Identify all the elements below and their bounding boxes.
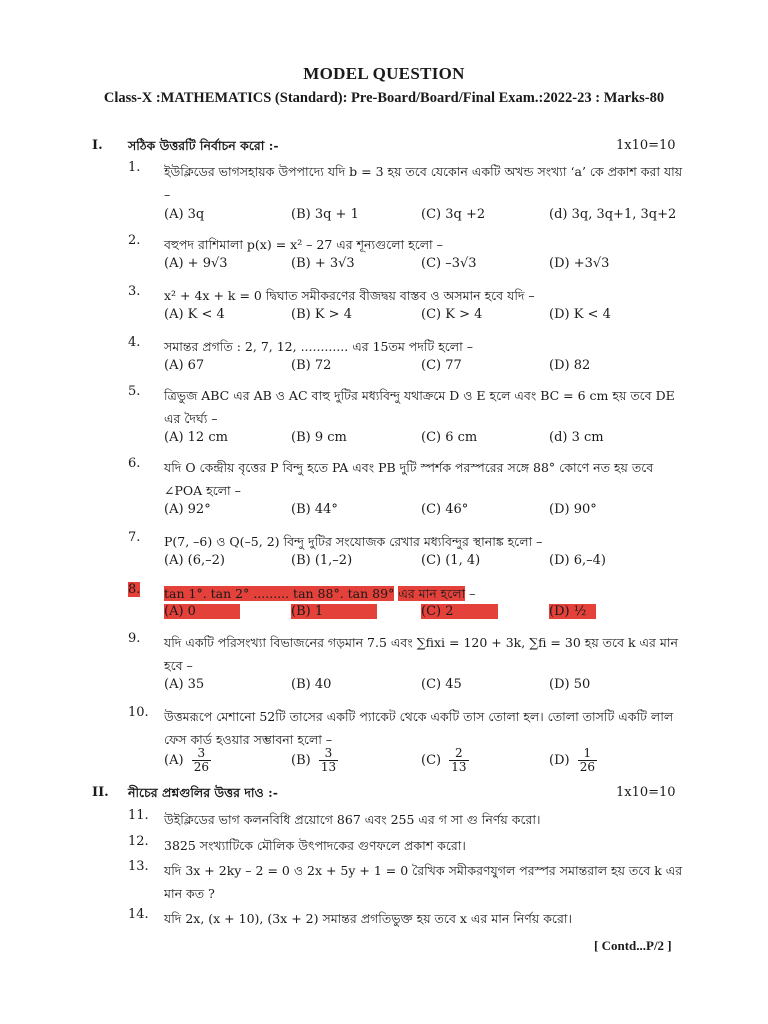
question-text: যদি 3x + 2ky – 2 = 0 ও 2x + 5y + 1 = 0 রৈখিক সমীকরণযুগল পরস্পর সমান্তরাল হয় তবে k এর মান কত ? [164,863,683,901]
option-a: (A) 92° [164,502,211,517]
option-d: (D) ½ [549,604,596,619]
question-number: 4. [128,335,141,350]
option-d: (D) 50 [549,677,591,692]
question-number: 5. [128,384,141,399]
option-a: (A) 3q [164,207,205,222]
question-number: 8. [128,582,141,597]
option-c: (C) 3q +2 [421,207,486,222]
section-1-marks: 1x10=10 [616,138,676,153]
option-d: (d) 3 cm [549,430,604,445]
question-text: উইক্লিডের ভাগ কলনবিধি প্রয়োগে 867 এবং 255 এর গ সা গু নির্ণয় করো। [164,812,541,827]
option-b: (B) 40 [291,677,332,692]
question-number: 12. [128,834,149,849]
option-d: (D) $\frac{1}{26}$ [549,746,595,774]
question-text: P(7, –6) ও Q(–5, 2) বিন্দু দুটির সংযোজক রেখার মধ্যবিন্দুর স্থানাঙ্ক হলো – [164,534,543,549]
option-b: (B) 72 [291,358,332,373]
options [164,358,694,378]
question-number: 9. [128,631,141,646]
option-a: (A) 0 [164,604,240,619]
option-c: (C) 45 [421,677,462,692]
question-number: 11. [128,808,149,823]
section-1-number: I. [92,138,103,153]
option-c: (C) 46° [421,502,469,517]
fraction: $\frac{2}{13}$ [451,746,467,774]
option-a: (A) K < 4 [164,307,225,322]
question-text: 3825 সংখ্যাটিকে মৌলিক উৎপাদকের গুণফলে প্রকাশ করো। [164,838,466,853]
option-c: (C) $\frac{2}{13}$ [421,746,467,774]
question-text: যদি একটি পরিসংখ্যা বিভাজনের গড়মান 7.5 এবং ∑fixi = 120 + 3k, ∑fi = 30 হয় তবে k এর মান হবে – [164,635,678,673]
option-c: (C) –3√3 [421,256,477,271]
option-b: (B) 1 [291,604,377,619]
question-text: ইউক্লিডের ভাগসহায়ক উপপাদ্যে যদি b = 3 হয় তবে যেকোন একটি অখন্ড সংখ্যা ‘a’ কে প্রকাশ করা যায় – [164,164,683,202]
question-number: 1. [128,160,141,175]
question-text-suffix: এর মান হলো [398,586,466,601]
option-b: (B) + 3√3 [291,256,355,271]
option-c: (C) 6 cm [421,430,478,445]
option-c: (C) K > 4 [421,307,483,322]
section-1-heading: সঠিক উত্তরটি নির্বাচন করো :- [128,138,279,153]
options [164,604,694,624]
exam-subtitle: Class-X :MATHEMATICS (Standard): Pre-Board/Board/Final Exam.:2022-23 : Marks-80 [103,90,665,106]
options [164,677,694,697]
option-a: (A) 12 cm [164,430,228,445]
options [164,502,694,522]
section-2-number: II. [92,785,109,800]
options [164,553,694,573]
question-text: সমান্তর প্রগতি : 2, 7, 12, ............ এর 15তম পদটি হলো – [164,339,473,354]
fraction: $\frac{3}{26}$ [193,746,209,774]
question-text: ত্রিভুজ ABC এর AB ও AC বাহু দুটির মধ্যবিন্দু যথাক্রমে D ও E হলে এবং BC = 6 cm হয় তবে DE এর দৈর্ঘ্য – [164,388,675,426]
question-number: 13. [128,859,149,874]
option-d: (d) 3q, 3q+1, 3q+2 [549,207,677,222]
question-text-highlighted: tan 1°. tan 2° ......... tan 88°. tan 89° [164,586,395,601]
option-d: (D) 6,–4) [549,553,606,568]
option-a: (A) + 9√3 [164,256,228,271]
option-a: (A) $\frac{3}{26}$ [164,746,209,774]
options [164,307,694,327]
question-text: x² + 4x + k = 0 দ্বিঘাত সমীকরণের বীজদ্বয় বাস্তব ও অসমান হবে যদি – [164,288,535,303]
option-a: (A) (6,–2) [164,553,225,568]
option-b: (B) (1,–2) [291,553,353,568]
option-d: (D) 90° [549,502,597,517]
question-number: 2. [128,233,141,248]
option-b: (B) 9 cm [291,430,347,445]
option-b: (B) K > 4 [291,307,352,322]
option-b: (B) 3q + 1 [291,207,359,222]
continued-marker: [ Contd...P/2 ] [594,938,672,953]
question-number: 3. [128,284,141,299]
question-number: 14. [128,907,149,922]
option-c: (C) 77 [421,358,462,373]
option-d: (D) +3√3 [549,256,610,271]
option-a: (A) 67 [164,358,205,373]
question-number: 7. [128,530,141,545]
options [164,256,694,276]
question-text: বহুপদ রাশিমালা p(x) = x² – 27 এর শূন্যগুলো হলো – [164,237,443,252]
options [164,207,694,227]
question-number: 6. [128,456,141,471]
option-d: (D) K < 4 [549,307,611,322]
question-text: যদি O কেন্দ্রীয় বৃত্তের P বিন্দু হতে PA এবং PB দুটি স্পর্শক পরস্পরের সঙ্গে 88° কোণে নত হয় তবে ∠POA হলো – [164,460,654,498]
option-a: (A) 35 [164,677,205,692]
section-2-heading: নীচের প্রশ্নগুলির উত্তর দাও :- [128,785,278,800]
option-c: (C) (1, 4) [421,553,481,568]
fraction: $\frac{1}{26}$ [579,746,595,774]
option-d: (D) 82 [549,358,591,373]
page-title: MODEL QUESTION [303,64,465,83]
question-text: উত্তমরূপে মেশানো 52টি তাসের একটি প্যাকেট থেকে একটি তাস তোলা হল। তোলা তাসটি একটি লাল ফেস কার্ড হওয়ার সম্ভাবনা হলো – [164,709,674,747]
question-number: 10. [128,705,149,720]
question-text: যদি 2x, (x + 10), (3x + 2) সমান্তর প্রগতিভুক্ত হয় তবে x এর মান নির্ণয় করো। [164,911,572,926]
option-c: (C) 2 [421,604,498,619]
fraction: $\frac{3}{13}$ [320,746,337,774]
option-b: (B) 44° [291,502,338,517]
options [164,747,694,777]
question-text: tan 1°. tan 2° ......... tan 88°. tan 89° এর মান হলো – [164,586,476,601]
option-b: (B) $\frac{3}{13}$ [291,746,337,774]
section-2-marks: 1x10=10 [616,785,676,800]
options [164,430,694,450]
